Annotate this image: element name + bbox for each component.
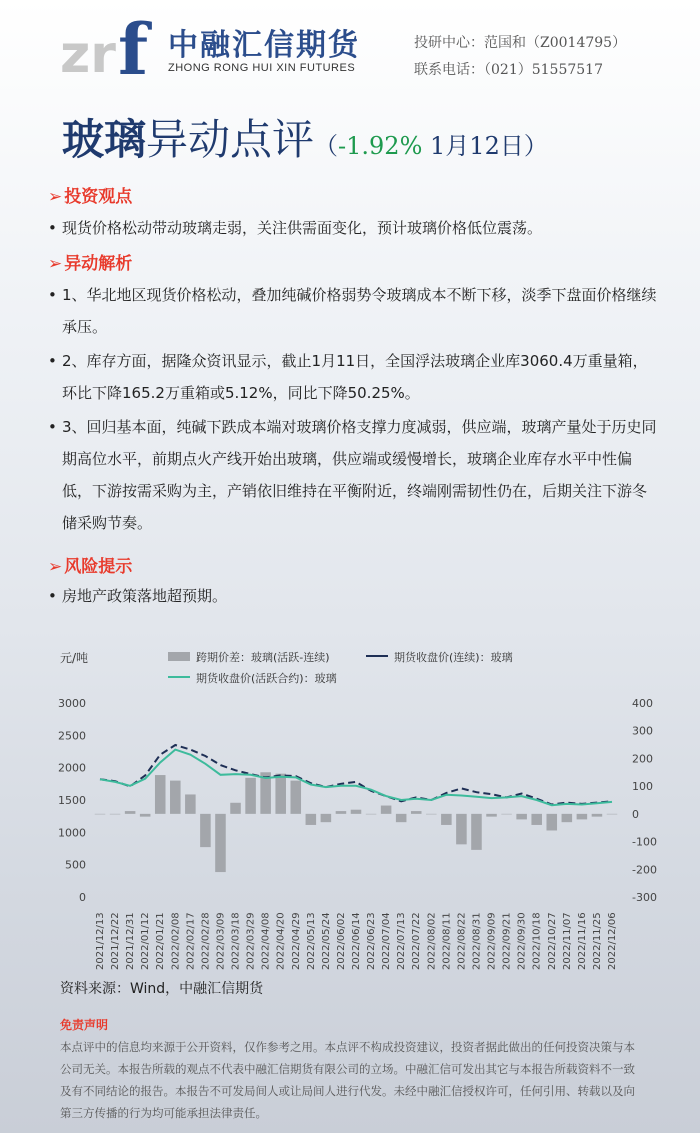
spread-bar (140, 814, 151, 817)
phone-line: 联系电话：（021）51557517 (414, 62, 603, 78)
x-tick-label: 2021/12/31 (125, 912, 137, 970)
spread-bar (185, 794, 196, 813)
spread-bar (592, 814, 603, 817)
title-subject: 异动点评 (146, 115, 315, 164)
price-chart (0, 640, 700, 975)
x-tick-label: 2022/04/20 (275, 912, 287, 970)
y2-tick-label: 300 (632, 724, 653, 738)
title-paren: （ (314, 132, 339, 160)
legend-label: 期货收盘价(连续)：玻璃 (394, 651, 513, 664)
list-item (48, 411, 660, 539)
bullet-icon: • (48, 219, 57, 237)
chevron-right-icon: ➢ (48, 187, 63, 207)
spread-bar (366, 814, 377, 815)
spread-bar (562, 814, 573, 822)
y-tick-label: 3000 (58, 697, 86, 710)
x-tick-label: 2022/06/14 (351, 912, 362, 970)
spread-bar (351, 810, 362, 814)
chevron-right-icon: ➢ (48, 557, 63, 577)
legend-swatch (168, 652, 190, 661)
bullet-icon: • (48, 352, 57, 370)
title-change: -1.92% (338, 132, 423, 160)
spread-bar (396, 814, 407, 822)
spread-bar (486, 814, 497, 817)
header (0, 0, 700, 100)
list-item (48, 580, 660, 612)
x-tick-label: 2022/09/09 (486, 912, 498, 970)
list-item (48, 345, 660, 409)
section-risk (48, 552, 132, 577)
paragraph-text: 房地产政策落地超预期。 (62, 587, 228, 605)
spread-bar (501, 814, 512, 815)
spread-bar (275, 774, 286, 814)
x-tick-label: 2022/05/13 (305, 912, 317, 970)
x-tick-label: 2021/12/13 (95, 912, 106, 970)
x-tick-label: 2022/09/21 (501, 912, 513, 970)
section-title: 投资观点 (64, 187, 133, 207)
spread-bar (155, 775, 166, 814)
list-item (48, 212, 660, 244)
y2-tick-label: 100 (632, 780, 653, 794)
svg-text:zr: zr (60, 25, 116, 82)
spread-bar (125, 811, 136, 814)
spread-bar (456, 814, 467, 844)
legend-label: 期货收盘价(活跃合约)：玻璃 (196, 672, 337, 685)
paragraph-text: 1、华北地区现货价格松动，叠加纯碱价格弱势令玻璃成本不断下移，淡季下盘面价格继续承压。 (62, 286, 657, 336)
x-tick-label: 2022/02/08 (170, 912, 182, 970)
x-tick-label: 2022/12/06 (607, 912, 618, 970)
y-tick-label: 500 (65, 858, 86, 872)
y2-tick-label: -200 (632, 863, 657, 877)
title-date: 1月12日） (430, 132, 548, 160)
y-tick-label: 2000 (58, 761, 86, 775)
svg-text:f: f (118, 12, 149, 82)
section-title: 风险提示 (64, 557, 133, 577)
logo-english-name: ZHONG RONG HUI XIN FUTURES (168, 62, 356, 74)
x-tick-label: 2022/02/28 (200, 912, 212, 970)
list-item (48, 279, 660, 343)
x-tick-label: 2022/07/22 (411, 912, 423, 970)
x-tick-label: 2022/08/22 (456, 912, 468, 970)
y2-tick-label: -100 (632, 835, 657, 849)
x-tick-label: 2022/08/31 (471, 912, 483, 970)
y-tick-label: 1000 (58, 826, 86, 840)
x-tick-label: 2022/07/04 (381, 912, 393, 970)
y2-tick-label: 400 (632, 697, 653, 710)
x-tick-label: 2022/05/24 (320, 912, 332, 970)
y-tick-label: 0 (79, 891, 86, 904)
y2-tick-label: -300 (632, 891, 657, 904)
x-tick-label: 2022/07/13 (396, 912, 408, 970)
paragraph-text: 3、回归基本面，纯碱下跌成本端对玻璃价格支撑力度减弱，供应端，玻璃产量处于历史同期高位水平，前期点火产线开始出玻璃，供应端或缓慢增长，玻璃企业库存水平中性偏低，下游按需采购为主，产销依旧维持在平衡附近，终端刚需韧性仍在，后期关注下游冬储采购节奏。 (62, 418, 657, 532)
x-tick-label: 2022/01/21 (155, 912, 167, 970)
x-tick-label: 2022/11/07 (561, 912, 573, 970)
spread-bar (290, 781, 301, 814)
x-tick-label: 2022/08/02 (426, 912, 438, 970)
logo-chinese-name: 中融汇信期货 (168, 28, 360, 63)
y-tick-label: 2500 (58, 729, 86, 743)
x-tick-label: 2022/10/18 (531, 912, 543, 970)
paragraph-text: 2、库存方面，据隆众资讯显示，截止1月11日，全国浮法玻璃企业库3060.4万重量箱，环比下降165.2万重箱或5.12%，同比下降50.25%。 (62, 352, 648, 402)
bullet-icon: • (48, 418, 57, 436)
section-title: 异动解析 (64, 254, 133, 274)
x-tick-label: 2021/12/22 (110, 912, 122, 970)
x-tick-label: 2022/03/29 (245, 912, 257, 970)
page-title (62, 112, 548, 174)
spread-bar (321, 814, 332, 822)
x-tick-label: 2022/04/29 (290, 912, 302, 970)
title-product: 玻璃 (62, 115, 147, 164)
spread-bar (245, 778, 256, 814)
spread-bar (306, 814, 317, 825)
disclaimer-text: 本点评中的信息均来源于公开资料，仅作参考之用。本点评不构成投资建议，投资者据此做出的任何投资决策与本公司无关。本报告所载的观点不代表中融汇信期货有限公司的立场。中融汇信可发出其它与本报告所载资料不一致及有不同结论的报告。本报告不可发局间人或让局间人进行代发。未经中融汇信授权许可，任何引用、转载以及向第三方传播的行为均可能承担法律责任。 (60, 1040, 635, 1120)
x-tick-label: 2022/06/23 (366, 912, 378, 970)
spread-bar (336, 811, 347, 814)
spread-bar (110, 814, 121, 815)
data-source: 资料来源：Wind，中融汇信期货 (60, 981, 264, 997)
spread-bar (471, 814, 482, 850)
x-tick-label: 2022/10/27 (546, 912, 558, 970)
spread-bar (230, 803, 241, 814)
paragraph-text: 现货价格松动带动玻璃走弱，关注供需面变化，预计玻璃价格低位震荡。 (62, 219, 543, 237)
spread-bar (381, 806, 392, 814)
bullet-icon: • (48, 587, 57, 605)
x-tick-label: 2022/02/17 (185, 912, 197, 970)
spread-bar (411, 811, 422, 814)
bullet-icon: • (48, 286, 57, 304)
spread-bar (607, 814, 618, 815)
analyst-line: 投研中心：范国和（Z0014795） (414, 35, 627, 51)
x-tick-label: 2022/03/09 (215, 912, 227, 970)
spread-bar (516, 814, 527, 820)
section-analysis (48, 249, 132, 274)
spread-bar (215, 814, 226, 872)
spread-bar (531, 814, 542, 825)
y2-tick-label: 200 (632, 752, 653, 766)
spread-bar (170, 781, 181, 814)
x-tick-label: 2022/06/02 (335, 912, 347, 970)
x-tick-label: 2022/01/12 (140, 912, 152, 970)
chevron-right-icon: ➢ (48, 254, 63, 274)
spread-bar (95, 814, 106, 815)
y-axis-label: 元/吨 (60, 651, 89, 665)
legend-label: 跨期价差：玻璃(活跃-连续) (196, 651, 330, 664)
x-tick-label: 2022/08/11 (441, 912, 453, 970)
spread-bar (426, 814, 437, 815)
spread-bar (441, 814, 452, 825)
x-tick-label: 2022/09/30 (516, 912, 528, 970)
contact-info (414, 30, 626, 84)
disclaimer-title: 免责声明 (60, 1018, 109, 1032)
y2-tick-label: 0 (632, 807, 639, 821)
x-tick-label: 2022/04/08 (260, 912, 272, 970)
spread-bar (577, 814, 588, 820)
x-tick-label: 2022/11/16 (576, 912, 588, 970)
spread-bar (546, 814, 557, 831)
x-tick-label: 2022/03/18 (230, 912, 242, 970)
company-logo (60, 12, 160, 82)
y-tick-label: 1500 (58, 794, 86, 807)
spread-bar (200, 814, 211, 847)
x-tick-label: 2022/11/25 (591, 912, 603, 970)
section-investment-view (48, 182, 132, 207)
